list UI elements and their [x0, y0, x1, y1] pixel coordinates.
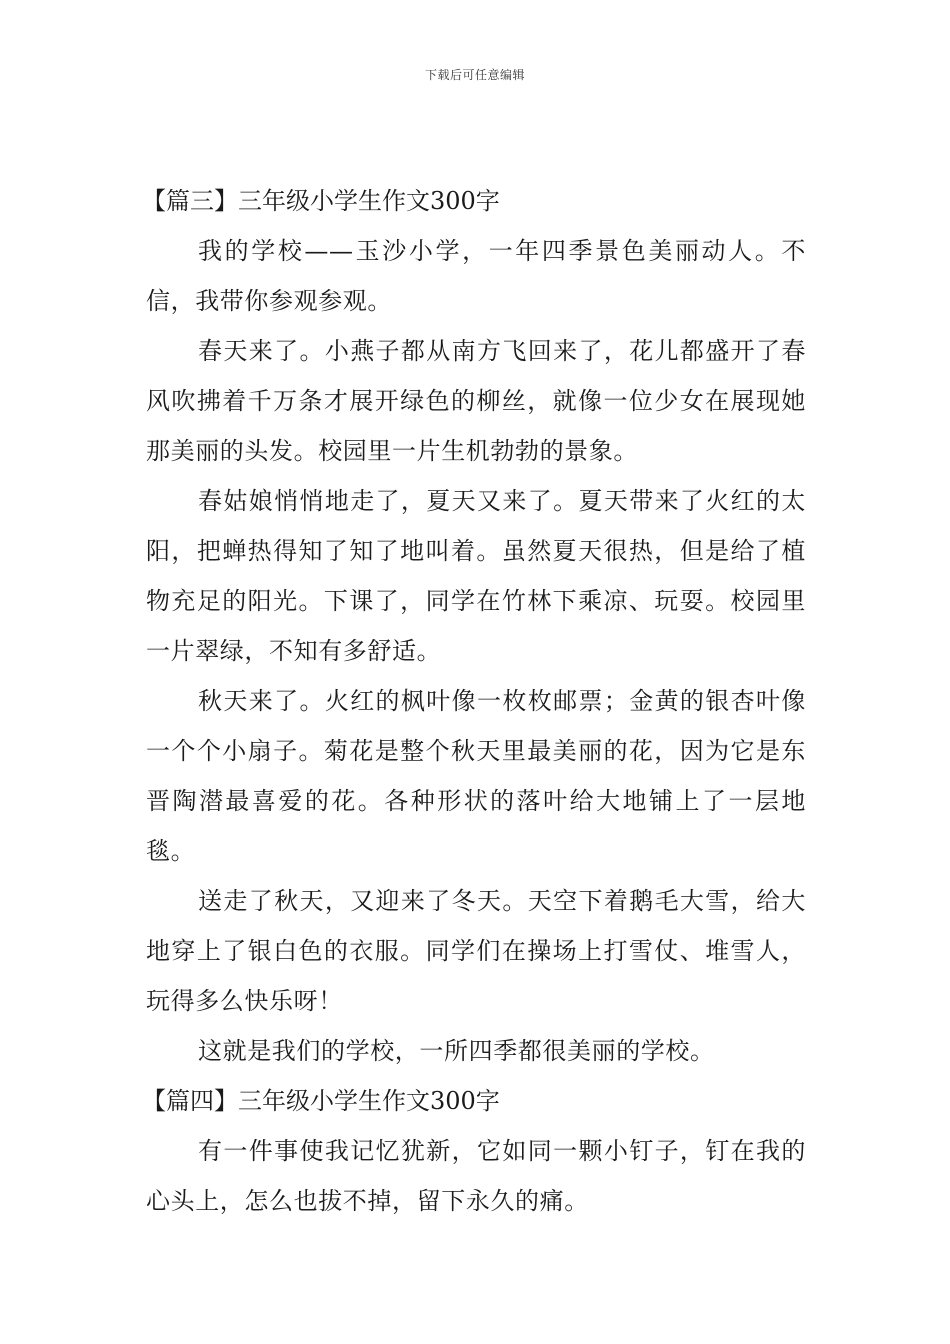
paragraph: 有一件事使我记忆犹新，它如同一颗小钉子，钉在我的心头上，怎么也拔不掉，留下永久的痛。 [146, 1137, 806, 1215]
paragraph: 秋天来了。火红的枫叶像一枚枚邮票；金黄的银杏叶像一个个小扇子。菊花是整个秋天里最美丽的花，因为它是东晋陶潜最喜爱的花。各种形状的落叶给大地铺上了一层地毯。 [146, 687, 806, 865]
paragraph: 春姑娘悄悄地走了，夏天又来了。夏天带来了火红的太阳，把蝉热得知了知了地叫着。虽然夏天很热，但是给了植物充足的阳光。下课了，同学在竹林下乘凉、玩耍。校园里一片翠绿，不知有多舒适。 [146, 487, 806, 665]
paragraph: 春天来了。小燕子都从南方飞回来了，花儿都盛开了春风吹拂着千万条才展开绿色的柳丝，就像一位少女在展现她那美丽的头发。校园里一片生机勃勃的景象。 [146, 337, 806, 465]
paragraph: 这就是我们的学校，一所四季都很美丽的学校。 [198, 1037, 715, 1065]
header-note: 下载后可任意编辑 [424, 68, 525, 82]
paragraph: 送走了秋天，又迎来了冬天。天空下着鹅毛大雪，给大地穿上了银白色的衣服。同学们在操场上打雪仗、堆雪人，玩得多么快乐呀！ [146, 887, 806, 1015]
section-heading-4: 【篇四】三年级小学生作文300字 [142, 1087, 500, 1115]
paragraph: 我的学校——玉沙小学，一年四季景色美丽动人。不信，我带你参观参观。 [146, 237, 806, 315]
section-heading-3: 【篇三】三年级小学生作文300字 [142, 187, 500, 215]
document-body [142, 176, 806, 1226]
